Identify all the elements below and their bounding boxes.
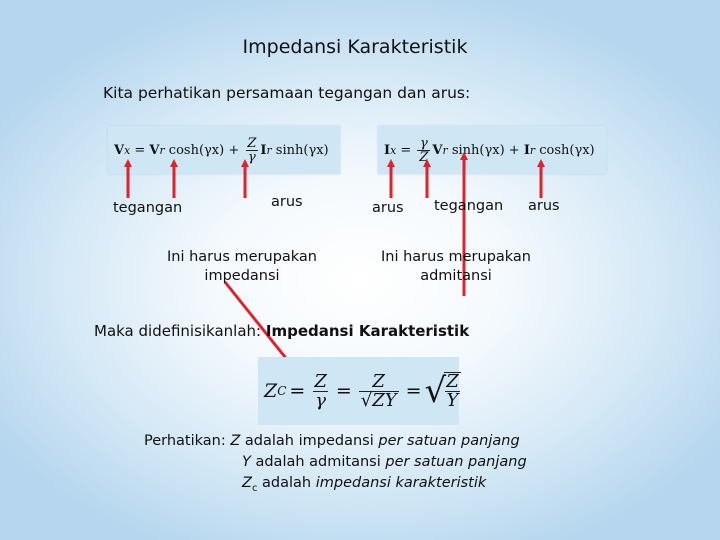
zc-equals-3: = (405, 380, 422, 402)
eq1-term1-sub: r (159, 143, 165, 157)
zc-lhs: Z (264, 380, 278, 402)
zc-fraction-2 (359, 370, 399, 411)
note-line1-italic: per satuan panjang (378, 433, 520, 449)
note-line-1 (144, 431, 527, 452)
characteristic-impedance-formula-box (258, 357, 459, 425)
eq2-term2: I (523, 142, 530, 158)
characteristic-impedance-formula (258, 357, 459, 425)
impedance-note-line2: impedansi (204, 268, 280, 284)
eq2-frac-den: Z (419, 149, 429, 165)
admitance-note-line1: Ini harus merupakan (381, 249, 531, 265)
zc-equals-1: = (289, 380, 306, 402)
eq2-frac-num: γ (420, 135, 428, 151)
zc-fraction-3 (444, 372, 461, 410)
zc-lhs-sub: C (277, 384, 287, 398)
sqrt-symbol: √ (424, 371, 447, 411)
eq2-equals: = (396, 142, 416, 158)
label-arus-left: arus (271, 194, 303, 210)
impedance-note (142, 248, 342, 286)
label-tegangan-left: tegangan (113, 200, 183, 216)
eq2-term1: V (432, 142, 443, 158)
impedance-note-line1: Ini harus merupakan (167, 249, 317, 265)
label-arus-right-2: arus (528, 198, 560, 214)
admitance-note (356, 248, 556, 286)
note-z-var: Z (230, 433, 241, 449)
note-line-2 (144, 452, 527, 473)
note-y-var: Y (242, 454, 251, 470)
eq2-cosh: cosh(γx) (535, 142, 595, 158)
eq2-term2-sub: r (529, 143, 536, 157)
note-zc-var: Z (242, 475, 252, 491)
eq1-term2-sub: r (266, 143, 272, 157)
note-line-3 (144, 473, 527, 499)
eq1-cosh: cosh(γx) + (164, 142, 244, 158)
eq1-sinh: sinh(γx) (271, 142, 329, 158)
zc-fraction-1 (312, 370, 329, 411)
eq1-frac-num: Z (247, 135, 257, 151)
note-zc-sub: c (251, 482, 258, 494)
note-line2-mid: adalah admitansi (250, 454, 386, 470)
eq1-equals: = (130, 142, 150, 158)
label-tegangan-right: tegangan (434, 198, 504, 214)
label-arus-right-1: arus (372, 200, 404, 216)
zc-f1-den: γ (315, 389, 326, 411)
note-line3-italic: impedansi karakteristik (315, 475, 487, 491)
eq2-term1-sub: r (442, 143, 448, 157)
eq1-lhs: V (114, 142, 125, 158)
intro-text: Kita perhatikan persamaan tegangan dan arus: (103, 84, 471, 102)
eq1-term1: V (149, 142, 160, 158)
eq2-lhs: I (384, 142, 391, 158)
zc-sqrt-num: Z (446, 371, 459, 392)
eq1-frac-den: γ (247, 149, 256, 165)
definition-prefix: Maka didefinisikanlah: (94, 322, 266, 340)
zc-sqrt-den: Y (446, 390, 459, 411)
eq1-term2: I (260, 142, 267, 158)
zc-f1-num: Z (314, 370, 327, 392)
note-line1-mid: adalah impedansi (240, 433, 379, 449)
note-line2-italic: per satuan panjang (385, 454, 527, 470)
definition-line (94, 322, 469, 340)
notes-block (144, 431, 527, 499)
definition-term: Impedansi Karakteristik (265, 322, 470, 340)
eq1-lhs-sub: x (124, 143, 131, 157)
note-line3-mid: adalah (257, 475, 316, 491)
admitance-note-line2: admitansi (420, 268, 492, 284)
slide-title: Impedansi Karakteristik (242, 36, 468, 58)
zc-f2-den: √ZY (360, 389, 397, 411)
eq2-sinh: sinh(γx) + (447, 142, 524, 158)
zc-f2-num: Z (372, 370, 385, 392)
note-prefix: Perhatikan: (144, 433, 231, 449)
zc-equals-2: = (335, 380, 352, 402)
eq2-lhs-sub: x (390, 143, 397, 157)
